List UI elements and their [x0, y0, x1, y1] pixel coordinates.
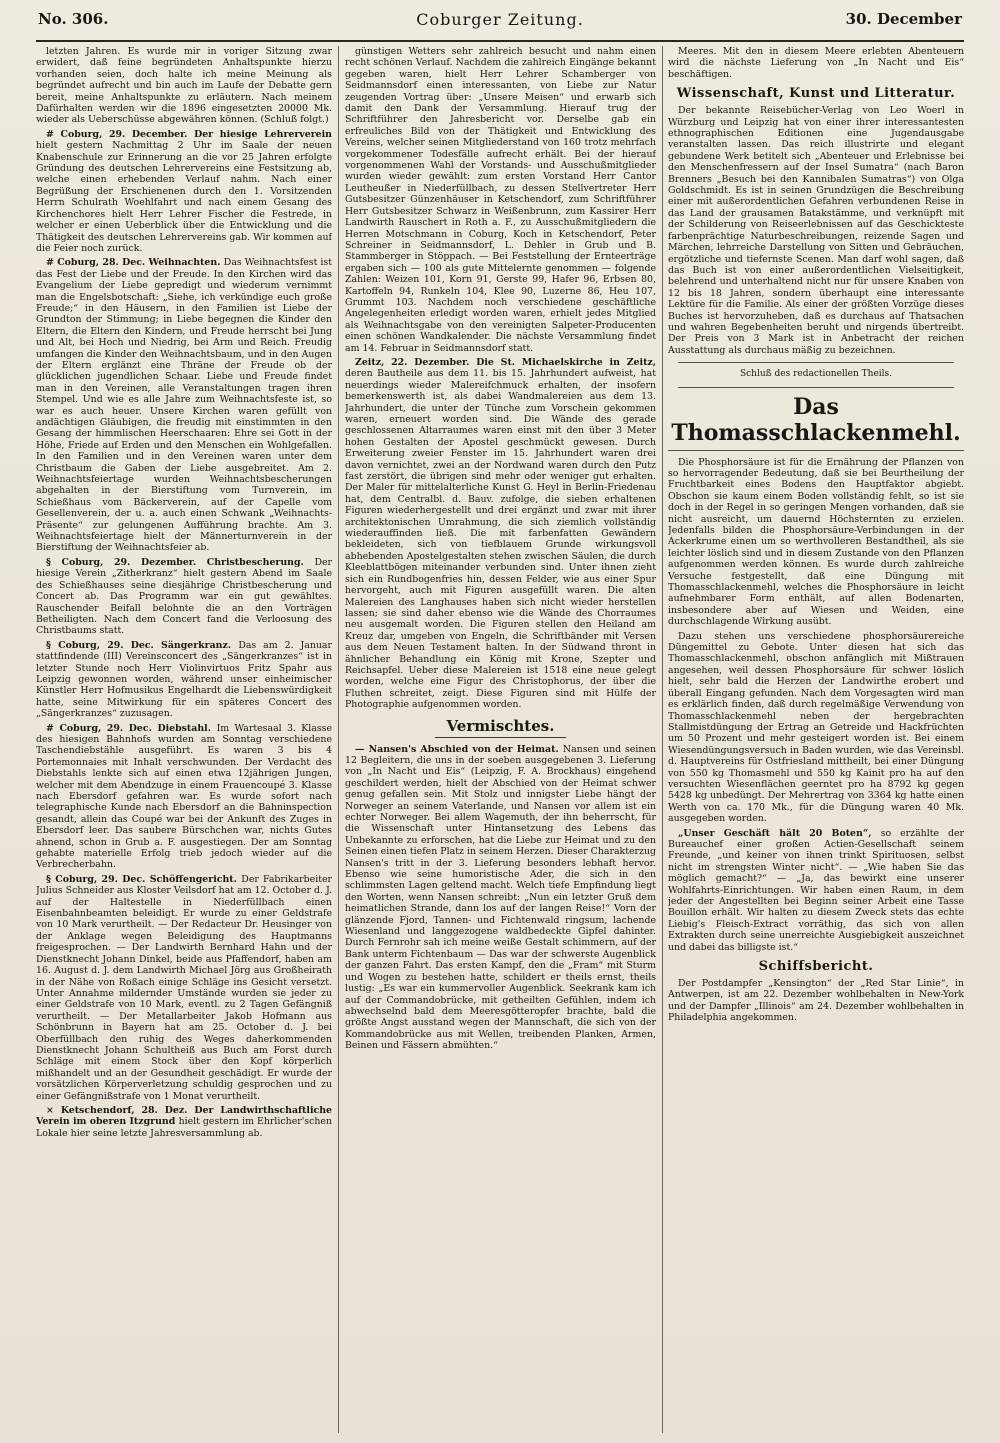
divider — [678, 387, 954, 388]
article-text: Der Fabrikarbeiter Julius Schneider aus Kloster Veilsdorf hat am 12. October d. J. auf der Haltestelle in Niederfüllbach einen Eisenbahnbeamten beleidigt. Er wurde zu einer Geldstrafe von 10 Mark verurtheilt. — Der Redacteur Dr. Heusinger von der Anklage wegen Beleidigung des Hauptmanns freigesprochen. — Der Landwirth Bernhard Hahn und der Dienstknecht Johann Dinkel, beide aus Pfaffendorf, haben am 16. August d. J. dem Landwirth Michael Jörg aus Großheirath in der Nähe von Roßach einige Schläge ins Gesicht versetzt. Unter Annahme mildernder Umstände wurden sie jeder zu einer Geldstrafe von 10 Mark, eventl. zu 2 Tagen Gefängniß verurtheilt. — Der Metallarbeiter Jakob Hofmann aus Schönbrunn in Bayern hat am 25. October d. J. bei Oberfüllbach den ruhig des Weges daherkommenden Dienstknecht Johann Schultheiß aus Buch am Forst durch Schläge mit einem Stock über den Kopf körperlich mißhandelt und an der Gesundheit geschädigt. Er wurde der vorsätzlichen Körperverletzung schuldig gesprochen und zu einer Gefängnißstrafe von 1 Monat verurtheilt. — [36, 873, 332, 1102]
section-heading-vermischtes: Vermischtes. — [446, 716, 555, 735]
article-paragraph — [668, 978, 964, 1024]
article-kicker: # Coburg, 29. December. Der hiesige Lehrerverein — [46, 128, 332, 140]
article-text: Der Postdampfer „Kensington“ der „Red Star Linie“, in Antwerpen, ist am 22. Dezember wohlbehalten in New-York und der Dampfer „Illinois“ am 24. Dezember wohlbehalten in Philadelphia angekommen. — [668, 978, 964, 1024]
column-2 — [345, 46, 656, 1435]
article-paragraph — [36, 46, 332, 126]
column-separator — [338, 46, 339, 1433]
article-text: Der hiesige Verein „Zitherkranz“ hielt gestern Abend im Saale des Schießhauses seine diesjährige Christbescherung und Concert ab. Das Programm war ein gut gewähltes. Rauschender Beifall belohnte die an den Vorträgen Betheiligten. Nach dem Concert fand die Verloosung des Christbaums statt. — [36, 556, 332, 637]
article-text: deren Bautheile aus dem 11. bis 15. Jahrhundert aufweist, hat neuerdings wieder Malereifchmuck erhalten, der insofern bemerkenswerth ist, als dabei Wandmalereien aus dem 13. Jahrhundert, die unter der Tünche zum Vorschein gekommen waren, erneuert worden sind. Die Wände des gerade geschlossenen Altarraumes waren einst mit den über 3 Meter hohen Gestalten der Apostel geschmückt gewesen. Durch Erweiterung zweier Fenster im 15. Jahrhundert waren drei davon vernichtet, zwei an der Nordwand waren durch den Putz fast zerstört, die übrigen sind mehr oder weniger gut erhalten. Der Maler für mittelalterliche Kunst G. Heyl in Berlin-Friedenau hat, dem Centralbl. d. Bauv. zufolge, die sieben erhaltenen Figuren wiederhergestellt und drei ergänzt und zwar mit ihrer architektonischen Umrahmung, die sich ziemlich vollständig wiederauffinden ließ. Die mit farbenfatten Gewändern bekleideten, sich von tiefblauem Grunde wirkungsvoll abhebenden Apostelgestalten stehen zwischen Säulen, die durch Kleeblattbögen miteinander verbunden sind. Unter ihnen zieht sich ein Rundbogenfries hin, dessen Felder, wie aus einer Spur hervorgeht, auch mit Figuren ausgefüllt waren. Die alten Malereien des Langhauses haben sich nicht wieder herstellen lassen; sie sind daher ebenso wie die Wände des Chorraumes neu ausgemalt worden. Die Figuren stellen den Heiland am Kreuz dar, umgeben von Engeln, die Schriftbänder mit Versen aus dem Neuen Testament halten. In der Südwand thront in ähnlicher Behandlung ein König mit Krone, Szepter und Reichsapfel. Ueber diese Malereien ist 1518 eine neue gelegt worden, welche eine Figur des Christophorus, der über die Fluthen schreitet, zeigt. Diese Figuren sind mit Hülfe der Photographie aufgenommen worden. — [345, 368, 656, 711]
editorial-end-note: Schluß des redactionellen Theils. — [739, 369, 893, 380]
masthead — [0, 0, 1000, 44]
article-paragraph — [36, 1105, 332, 1139]
article-text: Die Phosphorsäure ist für die Ernährung der Pflanzen von so hervorragender Bedeutung, daß sie bei Beurtheilung der Fruchtbarkeit eines Bodens den Hauptfaktor abgiebt. Obschon sie kaum einem Boden vollständig fehlt, so ist sie doch in der Regel in so geringen Mengen vorhanden, daß sie nicht ausreicht, um dauernd Höchsternten zu erzielen. Jedenfalls bilden die Phosphorsäure-Verbindungen in der Ackerkrume einen um so werthvolleren Bestandtheil, als sie leichter löslich sind und in diesem Zustande von den Pflanzen aufgenommen werden können. Es wurde durch zahlreiche Versuche festgestellt, daß eine Düngung mit Thomasschlackenmehl, welches die Phosphorsäure in leicht aufnehmbarer Form enthält, auf allen Bodenarten, insbesondere aber auf Wiesen und Weiden, eine durchschlagende Wirkung ausübt. — [668, 456, 964, 628]
issue-date: 30. December — [845, 10, 962, 28]
article-paragraph — [36, 874, 332, 1102]
article-paragraph — [36, 257, 332, 554]
advertisement-headline: Das Thomasschlackenmehl. — [668, 394, 964, 451]
article-text: hielt gestern Nachmittag 2 Uhr im Saale der neuen Knabenschule zur Erinnerung an die vor 25 Jahren erfolgte Gründung des deutschen Lehrervereins eine Festsitzung ab, welche einen erhebenden Verlauf nahm. Nach einer Begrüßung der Erschienenen durch den 1. Vorsitzenden Herrn Schulrath Woehlfahrt und nach einem Gesang des Kirchenchores hielt Herr Lehrer Fischer die Festrede, in welcher er einen Ueberblick über die Entwicklung und die Thätigkeit des deutschen Lehrervereins gab. Wir kommen auf die Feier noch zurück. — [36, 140, 332, 254]
article-kicker: „Unser Geschäft hält 20 Boten“, — [678, 827, 881, 839]
article-text: Nansen und seinen 12 Begleitern, die uns in der soeben ausgegebenen 3. Lieferung von „In Nacht und Eis“ (Leipzig, F. A. Brockhaus) eingehend geschildert werden, hielt der Abschied von der Heimat schwer genug gefallen sein. Mit Stolz und innigster Liebe hängt der Norweger an seinem Vaterlande, und Nansen vor allem ist ein echter Norweger. Bei allem Wagemuth, der ihn beherrscht, für die Wissenschaft unter Hintansetzung des Lebens das Unbekannte zu erforschen, hat die Liebe zur Heimat und zu den Seinen einen tiefen Platz in seinem Herzen. Dieser Charakterzug Nansen's tritt in der 3. Lieferung besonders lebhaft hervor. Ebenso wie seine humoristische Ader, die sich in den schlimmsten Lagen geltend macht. Welch tiefe Empfindung liegt den Worten, wenn Nansen schreibt: „Nun ein letzter Gruß dem heimatlichen Strande, dann los auf der langen Reise!“ Vorn der glänzende Fjord, Tannen- und Fichtenwald ringsum, lachende Wiesenland und langgezogene waldbedeckte Gipfel dahinter. Durch Fernrohr sah ich meine weiße Gestalt schimmern, auf der Bank unterm Fichtenbaum — Das war der schwerste Augenblick der ganzen Fahrt. Das ersten Kampf, den die „Fram“ mit Sturm und Wogen zu bestehen hatte, schildert er theils ernst, theils lustig: „Es war ein kummervoller Augenblick. Seekrank kam ich auf der Commandobrücke, mit getheilten Gefühlen, indem ich abwechselnd bald dem Meeresgötteropfer brachte, bald die größte Angst ausstand wegen der Mannschaft, die sich von der Kommandobrücke aus mit Wellen, treibenden Planken, Armen, Beinen und Fässern abmühten.“ — [345, 743, 656, 1052]
section-heading: Schiffsbericht. — [758, 959, 874, 975]
article-paragraph — [668, 631, 964, 825]
article-text: Das am 2. Januar stattfindende (III) Vereinsconcert des „Sängerkranzes“ ist in letzter Stunde noch Herr Violinvirtuos Fritz Spahr aus Leipzig gewonnen worden, während unser einheimischer Künstler Herr Hofmusikus Engelhardt die Liebenswürdigkeit hatte, seine Mitwirkung für ein späteres Concert des „Sängerkranzes“ zuzusagen. — [36, 639, 332, 720]
article-paragraph — [36, 129, 332, 254]
column-3 — [668, 46, 964, 1435]
article-text: letzten Jahren. Es wurde mir in voriger Sitzung zwar erwidert, daß feine begründeten Anhaltspunkte hierzu vorhanden seien, doch halte ich meine Meinung als begründet aufrecht und bin auch im Laufe der Debatte gern bereit, meine Anhaltspunkte zu erläutern. Nach meinem Dafürhalten werden wir die 1896 eingesetzten 20000 Mk. wieder als Ueberschüsse abgewähren können. (Schluß folgt.) — [36, 46, 332, 126]
masthead-rule — [36, 40, 964, 42]
article-kicker: # Coburg, 29. Dec. Diebstahl. — [46, 722, 217, 734]
article-text: hielt gestern im Ehrlicher'schen Lokale hier seine letzte Jahresversammlung ab. — [36, 1116, 332, 1139]
divider — [678, 362, 954, 363]
article-paragraph — [36, 557, 332, 637]
article-text: Das Weihnachtsfest ist das Fest der Liebe und der Freude. In den Kirchen wird das Evangelium der Liebe gepredigt und wiederum vernimmt man die Engelsbotschaft: „Siehe, ich verkündige euch große Freude;“ in den Häusern, in den Familien ist Liebe der Grundton der Stimmung; in Liebe begegnen die Kinder den Eltern, die Eltern den Kindern, und Freude herrscht bei Jung und Alt, bei Hoch und Niedrig, bei Arm und Reich. Freudig umfangen die Kinder den Weihnachtsbaum, und in den Augen der Eltern erglänzt eine Thräne der Freude ob der glücklichen jugendlichen Schaar. Liebe und Freude findet man in den Vereinen, alle Veranstaltungen tragen ihren Stempel. Und wie es alle Jahre zum Weihnachtsfeste ist, so war es auch heuer. Unsere Kirchen waren gefüllt von andächtigen Gläubigen, die freudig mit einstimmten in den Gesang der himmlischen Heerschaaren: Ehre sei Gott in der Höhe, Friede auf Erden und den Menschen ein Wohlgefallen. In den Familien und in den Vereinen waren unter dem Christbaum die Gaben der Liebe ausgebreitet. Am 2. Weihnachtsfeiertage wurden Weihnachtsbescherungen abgehalten in der Bierstiftung vom Turnverein, im Schießhaus vom Bäckerverein, auf der Capelle vom Gesellenverein, der u. a. auch einen Schwank „Weihnachts-Präsente“ zur gelungenen Aufführung brachte. Am 3. Weihnachtsfeiertage hielt der Männerturnverein in der Bierstiftung der Weihnachtsfeier ab. — [36, 257, 332, 554]
newspaper-title: Coburger Zeitung. — [416, 10, 584, 29]
article-text: so erzählte der Bureauchef einer großen Actien-Gesellschaft seinem Freunde, „und keiner von ihnen trinkt Spirituosen, selbst nicht im strengsten Winter nicht“. — „Wie haben Sie das möglich gemacht?“ — „Ja, das bewirkt eine unserer Wohlfahrts-Einrichtungen. Wir haben einen Raum, in dem jeder der Angestellten bei Beginn seiner Arbeit eine Tasse Bouillon erhält. Wir halten zu diesem Zweck stets das echte Liebig's Fleisch-Extract vorräthig, das sich von allen Extrakten durch seine unerreichte Ausgiebigkeit auszeichnet und dabei das billigste ist.“ — [668, 827, 964, 953]
article-kicker: § Coburg, 29. Dezember. Christbescherung. — [46, 556, 315, 568]
article-paragraph — [668, 457, 964, 628]
article-paragraph — [668, 828, 964, 953]
article-paragraph — [36, 640, 332, 720]
article-paragraph — [345, 357, 656, 711]
issue-number: No. 306. — [38, 10, 109, 28]
article-text: Meeres. Mit den in diesem Meere erlebten Abenteuern wird die nächste Lieferung von „In Nacht und Eis“ beschäftigen. — [668, 46, 964, 80]
article-paragraph — [345, 46, 656, 354]
article-paragraph — [668, 105, 964, 356]
article-paragraph — [345, 744, 656, 1052]
article-kicker: § Coburg, 29. Dec. Schöffengericht. — [46, 873, 242, 885]
column-1 — [36, 46, 332, 1435]
article-kicker: — Nansen's Abschied von der Heimat. — [355, 743, 563, 755]
article-text: Der bekannte Reisebücher-Verlag von Leo Woerl in Würzburg und Leipzig hat von einer ihrer interessantesten ethnographischen Editionen eine Jugendausgabe veranstalten lassen. Das reich illustrirte und elegant gebundene Werk betitelt sich „Abenteuer und Erlebnisse bei den Menschenfressern auf der Insel Sumatra“ (nach Baron Brenners „Besuch bei den Kannibalen Sumatras“) von Olga Goldschmidt. Es ist in seinen Grundzügen die Beschreibung einer mit außerordentlichen Gefahren verbundenen Reise in das Land der grausamen Batakstämme, und verknüpft mit der Schilderung von Reiseerlebnissen auf das Geschickteste farbenprächtige Naturbeschreibungen, reizende Sagen und Märchen, lehrreiche Darstellung von Sitten und Gebräuchen, ergötzliche und tiefernste Scenen. Man darf wohl sagen, daß das Buch ist von einer außerordentlichen Vielseitigkeit, belehrend und unterhaltend nicht nur für unsere Knaben von 12 bis 18 Jahren, sondern überhaupt eine interessante Lektüre für die Familie. Als einer der größten Vorzüge dieses Buches ist hervorzuheben, daß es durchaus auf Thatsachen und wahren Begebenheiten beruht und nirgends übertreibt. Der Preis von 3 Mark ist in Anbetracht der reichen Ausstattung als durchaus mäßig zu bezeichnen. — [668, 105, 964, 356]
section-heading: Wissenschaft, Kunst und Litteratur. — [676, 86, 956, 102]
article-text: Im Wartesaal 3. Klasse des hiesigen Bahnhofs wurden am Sonntag verschiedene Taschendiebstähle ausgeführt. Es waren 3 bis 4 Portemonnaies mit Inhalt verschwunden. Der Verdacht des Diebstahls lenkte sich auf einen etwa 12jährigen Jungen, welcher mit dem Abendzuge in einem Frauencoupé 3. Klasse nach Ebersdorf gefahren war. Es wurde sofort nach telegraphische Kunde nach Ebersdorf an die Bahninspection gesandt, allein das Coupé war bei der Ankunft des Zuges in Ebersdorf leer. Das saubere Bürschchen war, nichts Gutes ahnend, schon in Grub a. F. ausgestiegen. Der am Sonntag gehabte materielle Erfolg trieb jedoch wieder auf die Verbrecherbahn. — [36, 722, 332, 871]
article-kicker: Zeitz, 22. Dezember. Die St. Michaelskirche in Zeitz, — [355, 356, 656, 368]
article-paragraph — [36, 723, 332, 871]
column-separator — [662, 46, 663, 1433]
article-kicker: § Coburg, 29. Dec. Sängerkranz. — [46, 639, 239, 651]
article-text: günstigen Wetters sehr zahlreich besucht und nahm einen recht schönen Verlauf. Nachdem die zahlreich Eingänge bekannt gegeben waren, hielt Herr Lehrer Schamberger von Seidmannsdorf einen interessanten, von Liebe zur Natur zeugenden Vortrag über: „Unsere Meisen“ und erwarb sich damit den Dank der Versammlung. Hierauf trug der Schriftführer den Jahresbericht vor. Derselbe gab ein erfreuliches Bild von der Thätigkeit und Entwicklung des Vereins, welcher seinen Mitgliederstand von 160 trotz mehrfach vorgekommener Todesfälle aufrecht erhält. Bei der hierauf vorgenommenen Wahl der Vorstands- und Ausschußmitglieder wurden wieder gewählt: zum ersten Vorstand Herr Cantor Leutheußer in Niederfüllbach, zu dessen Stellvertreter Herr Gutsbesitzer Günzenhäuser in Ketschendorf, zum Schriftführer Herr Gutsbesitzer Schwarz in Weißenbrunn, zum Kassirer Herr Landwirth Rauschert in Roth a. F., zu Ausschußmitgliedern die Herren Motschmann in Coburg, Koch in Ketschendorf, Peter Schreiner in Seidmannsdorf, L. Dehler in Grub und B. Stammberger in Stöppach. — Bei Feststellung der Ernteerträge ergaben sich — 100 als gute Mittelernte genommen — folgende Zahlen: Weizen 101, Korn 91, Gerste 99, Hafer 96, Erbsen 80, Kartoffeln 94, Runkeln 104, Klee 90, Luzerne 86, Heu 107, Grummt 103. Nachdem noch verschiedene geschäftliche Angelegenheiten erledigt worden waren, erhielt jedes Mitglied als Weihnachtsgabe von den vereinigten Salpeter-Producenten einen schönen Wandkalender. Die nächste Versammlung findet am 14. Februar in Seidmannsdorf statt. — [345, 46, 656, 354]
article-paragraph — [668, 46, 964, 80]
article-text: Dazu stehen uns verschiedene phosphorsäurereiche Düngemittel zu Gebote. Unter diesen hat sich das Thomasschlackenmehl, obschon anfänglich mit Mißtrauen angesehen, weil dessen Phosphorsäure für schwer löslich hielt, sehr bald die Herzen der Landwirthe erobert und überall Eingang gefunden. Nach dem Vorgesagten wird man es erklärlich finden, daß durch regelmäßige Verwendung von Thomasschlackenmehl neben der hergebrachten Stallmistdüngung der Ertrag an Getreide und Hackfrüchten um 50 Prozent und mehr gesteigert worden ist. Bei einem Wiesendüngungsversuch in Baden wurden, wie das Vereinsbl. d. Hauptvereins für Ostfriesland mittheilt, bei einer Düngung von 550 kg Thomasmehl und 550 kg Kainit pro ha auf den versuchten Wiesenflächen geerntet pro ha 8792 kg gegen 5428 kg unbedüngt. Der Mehrertrag von 3364 kg hatte einen Werth von ca. 170 Mk., für die Düngung waren 40 Mk. ausgegeben worden. — [668, 630, 964, 825]
article-kicker: × Ketschendorf, 28. Dez. Der Landwirthschaftliche Verein im oberen Itzgrund — [36, 1104, 332, 1128]
section-rule — [435, 737, 566, 738]
article-kicker: # Coburg, 28. Dec. Weihnachten. — [46, 257, 224, 269]
